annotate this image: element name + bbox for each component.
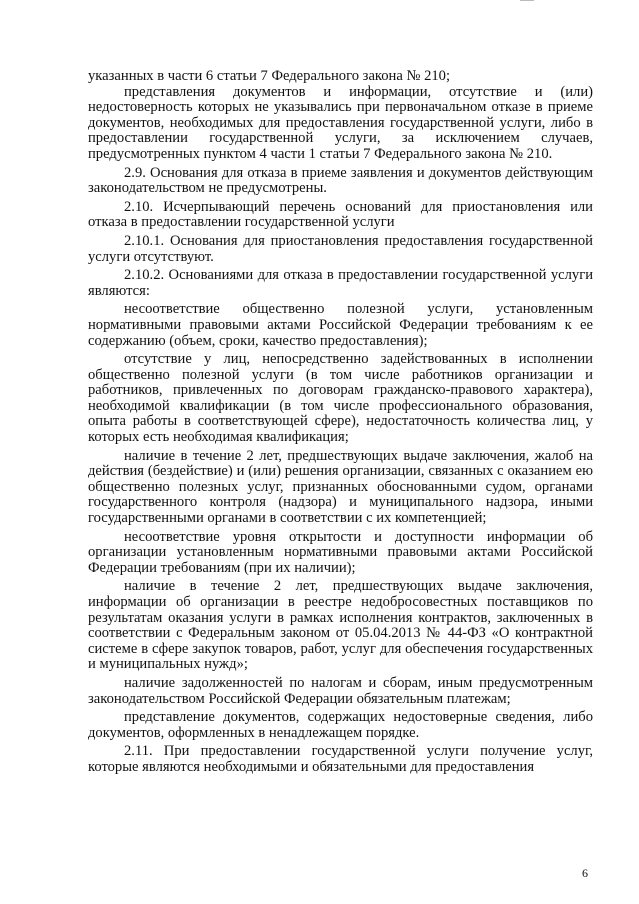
page-number: 6: [582, 866, 588, 880]
document-body: [88, 69, 593, 776]
list-item: отсутствие у лиц, непосредственно задействованных в исполнении общественно полезной услуги (в том числе работников организации и работников, привлеченных по договорам гражданско-правового характера), необходимой квалификации (в том числе профессионального образования, опыта работы в соответствующей сфере), недостаточность количества лиц, у которых есть необходимая квалификация;: [88, 351, 593, 446]
paragraph-2-11: 2.11. При предоставлении государственной услуги получение услуг, которые являются необходимыми и обязательными для предоставления: [88, 743, 593, 775]
paragraph-2-10-2: 2.10.2. Основаниями для отказа в предоставлении государственной услуги являются:: [88, 267, 593, 299]
list-item: несоответствие уровня открытости и доступности информации об организации установленным нормативными правовыми актами Российской Федерации требованиям (при их наличии);: [88, 528, 593, 576]
list-item: наличие задолженностей по налогам и сборам, иным предусмотренным законодательством Российской Федерации обязательным платежам;: [88, 674, 593, 707]
paragraph-2-10-1: 2.10.1. Основания для приостановления предоставления государственной услуги отсутствуют.: [88, 232, 593, 265]
list-item: представление документов, содержащих недостоверные сведения, либо документов, оформленных в ненадлежащем порядке.: [88, 709, 593, 741]
paragraph-2-10: 2.10. Исчерпывающий перечень оснований для приостановления или отказа в предоставлении государственной услуги: [88, 198, 593, 231]
paragraph-2-9: 2.9. Основания для отказа в приеме заявления и документов действующим законодательством не предусмотрены.: [88, 164, 593, 197]
paragraph: представления документов и информации, отсутствие и (или) недостоверность которых не указывались при первоначальном отказе в приеме документов, необходимых для предоставления государственной услуги, либо в предоставлении государственной услуги, за исключением случаев, предусмотренных пунктом 4 части 1 статьи 7 Федерального закона № 210.: [88, 83, 593, 162]
list-item: наличие в течение 2 лет, предшествующих выдаче заключения, информации об организации в реестре недобросовестных поставщиков по результатам оказания услуги в рамках исполнения контрактов, заключенных в соответствии с Федеральным законом от 05.04.2013 № 44-ФЗ «О контрактной системе в сфере закупок товаров, работ, услуг для обеспечения государственных и муниципальных нужд»;: [88, 578, 593, 673]
list-item: несоответствие общественно полезной услуги, установленным нормативными правовыми актами Российской Федерации требованиям к ее содержанию (объем, сроки, качество предоставления);: [88, 301, 593, 349]
scan-artifact: [520, 0, 534, 5]
paragraph-continuation: указанных в части 6 статьи 7 Федерального закона № 210;: [88, 68, 451, 84]
list-item: наличие в течение 2 лет, предшествующих выдаче заключения, жалоб на действия (бездействие) и (или) решения организации, связанных с оказанием ею общественно полезных услуг, признанных обоснованными судом, органами государственного контроля (надзора) и муниципального надзора, иными государственными органами в соответствии с их компетенцией;: [88, 447, 593, 527]
